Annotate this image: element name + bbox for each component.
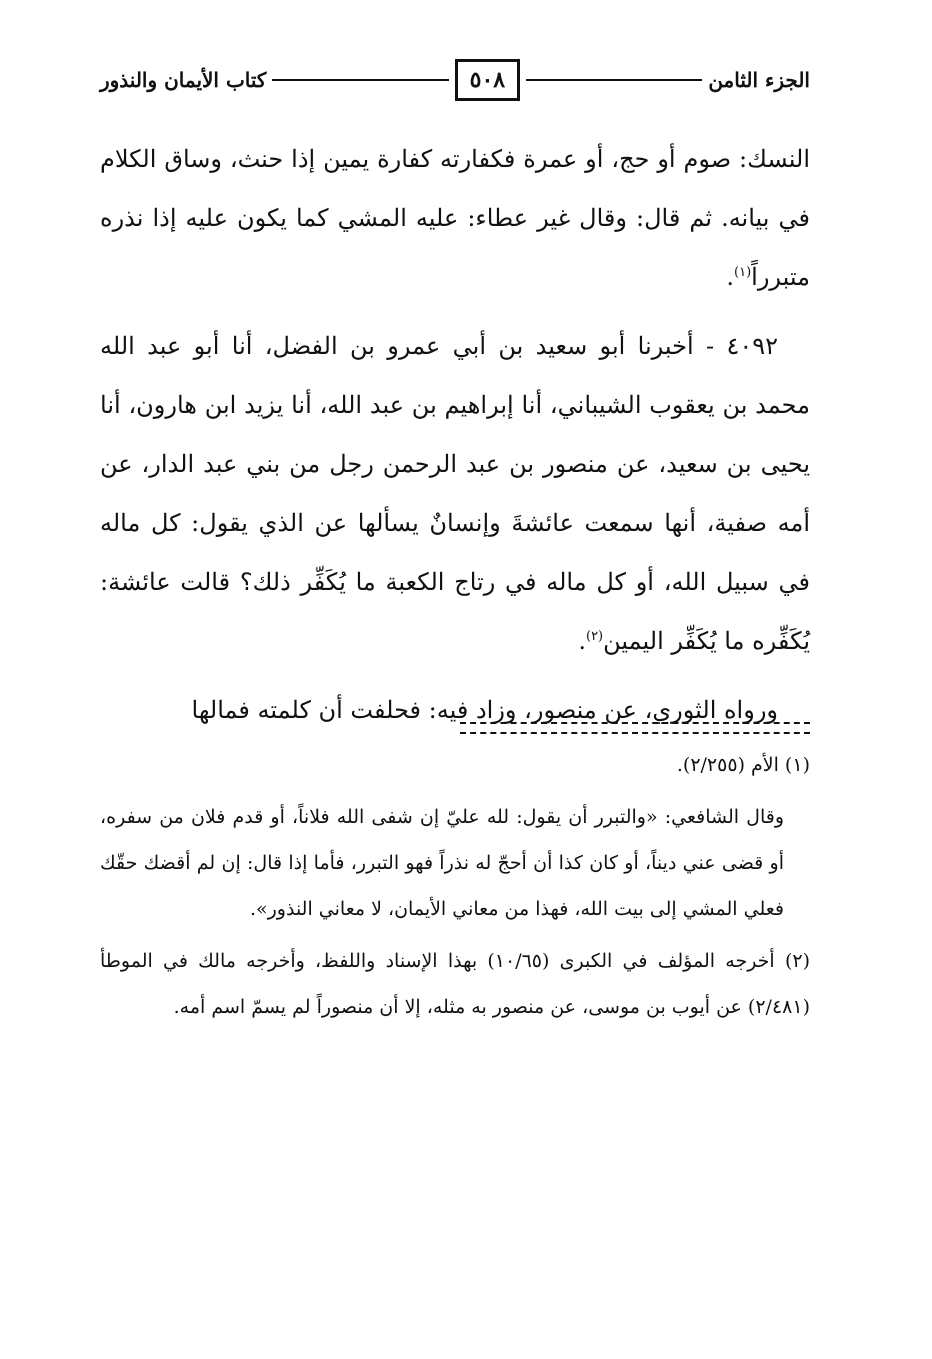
header-rule-left — [272, 79, 448, 81]
volume-title: الجزء الثامن — [708, 68, 810, 92]
footnote-1-quote: وقال الشافعي: «والتبرر أن يقول: لله عليّ إن شفى الله فلاناً، أو قدم فلان من سفره، أو قضى عني ديناً، أو كان كذا أن أحجّ له نذراً فهو التبرر، فأما إذا قال: إن لم أقضك حقّك فعلي المشي إلى بيت الله، فهذا من معاني الأيمان، لا معاني النذور». — [100, 806, 784, 920]
hadith-text: ٤٠٩٢ - أخبرنا أبو سعيد بن أبي عمرو بن الفضل، أنا أبو عبد الله محمد بن يعقوب الشيباني، أنا إبراهيم بن عبد الله، أنا يزيد ابن هارون، أنا يحيى بن سعيد، عن منصور بن عبد الرحمن رجل من بني عبد الدار، عن أمه صفية، أنها سمعت عائشةَ وإنسانٌ يسألها عن الذي يقول: كل ماله في سبيل الله، أو كل ماله في رتاج الكعبة ما يُكَفِّر ذلك؟ قالت عائشة: يُكَفِّره ما يُكَفِّر اليمين — [100, 332, 810, 655]
footnote-2: (٢) أخرجه المؤلف في الكبرى (١٠/٦٥) بهذا الإسناد واللفظ، وأخرجه مالك في الموطأ (٢/٤٨١) عن أيوب بن موسى، عن منصور به مثله، إلا أن منصوراً لم يسمّ اسم أمه. — [100, 950, 810, 1018]
paragraph-thawri: ورواه الثوري، عن منصور، وزاد فيه: فحلفت أن كلمته فمالها — [191, 696, 778, 724]
hadith-end: . — [578, 627, 586, 655]
header-rule-right — [526, 79, 702, 81]
footnote-ref-1: (١) — [734, 265, 752, 280]
page-number: ٥٠٨ — [455, 59, 520, 101]
paragraph-continuation — [100, 130, 810, 307]
footnote-1: (١) الأم (٢/٢٥٥). — [676, 754, 810, 776]
book-title: كتاب الأيمان والنذور — [99, 68, 267, 92]
hadith-4092 — [100, 317, 810, 671]
running-header — [100, 58, 810, 102]
paragraph-end: . — [726, 263, 735, 291]
footnote-separator — [460, 722, 810, 734]
footnotes — [100, 742, 810, 1036]
paragraph-text: النسك: صوم أو حج، أو عمرة فكفارته كفارة يمين إذا حنث، وساق الكلام في بيانه. ثم قال: وقال غير عطاء: عليه المشي كما يكون عليه إذا نذره متبرراً — [100, 145, 810, 291]
footnote-ref-2: (٢) — [585, 629, 604, 644]
main-text — [100, 130, 810, 750]
